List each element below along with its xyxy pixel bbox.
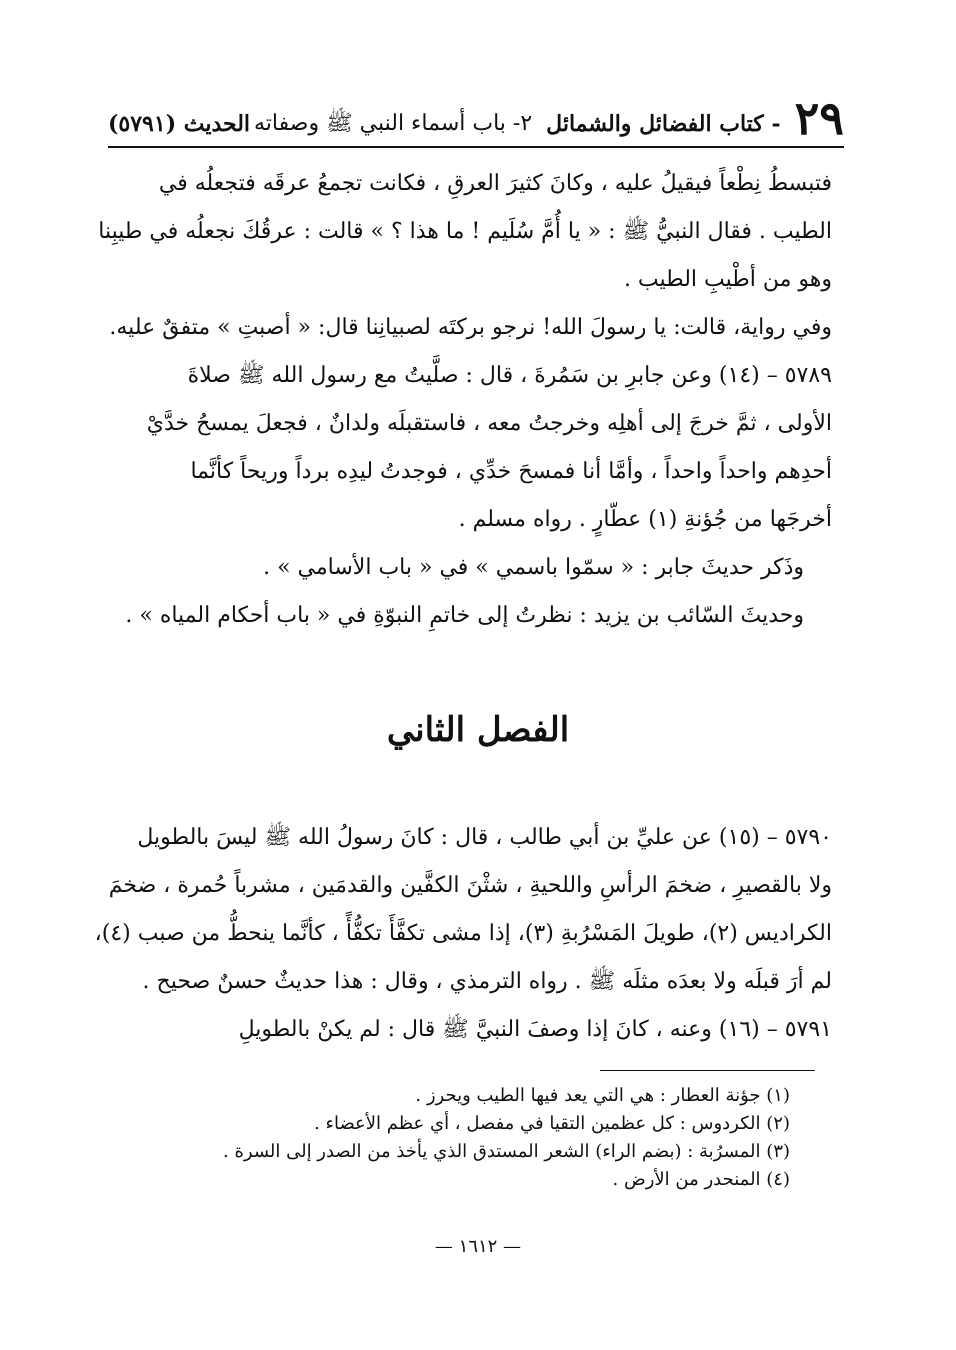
hadith-5791-start: ٥٧٩١ – (١٦) وعنه ، كانَ إذا وصفَ النبيَّ ﷺ قال : لم يكنْ بالطويلِ bbox=[238, 1017, 832, 1042]
text-line: أخرجَها من جُؤنةِ (١) عطّارٍ . رواه مسلم . bbox=[458, 507, 832, 532]
footnote: (٣) المسرُبة : (بضم الراء) الشعر المستدق الذي يأخذ من الصدر إلى السرة . bbox=[223, 1141, 790, 1162]
text-line: وحديثَ السّائب بن يزيد : نظرتُ إلى خاتمِ النبوّةِ في « باب أحكام المياه » . bbox=[125, 603, 804, 628]
chapter-title: ٢- باب أسماء النبي ﷺ وصفاته bbox=[254, 111, 533, 136]
text-line: الكراديس (٢)، طويلَ المَسْرُبةِ (٣)، إذا مشى تكفَّأَ تكفُّأً ، كأنَّما ينحطُّ من صبب (٤)، bbox=[94, 921, 832, 946]
footnotes bbox=[200, 1082, 790, 1194]
chapter-number: ٢٩ bbox=[794, 91, 844, 145]
footnote: (١) جؤنة العطار : هي التي يعد فيها الطيب ويحرز . bbox=[415, 1085, 790, 1106]
text-line: وذَكر حديثَ جابر : « سمّوا باسمي » في « باب الأسامي » . bbox=[263, 555, 804, 580]
footnote: (٤) المنحدر من الأرض . bbox=[612, 1169, 790, 1190]
footnote-rule bbox=[600, 1070, 815, 1071]
hadith-range: الحديث (٥٧٩١) bbox=[108, 111, 251, 137]
book-title: - كتاب الفضائل والشمائل bbox=[546, 111, 781, 137]
header-rule bbox=[108, 146, 844, 148]
section-title: الفصل الثاني bbox=[386, 710, 570, 750]
text-line: وفي رواية، قالت: يا رسولَ الله! نرجو بركتَه لصبيانِنا قال: « أصبتِ » متفقٌ عليه. bbox=[109, 315, 832, 340]
section-two-text bbox=[94, 814, 832, 1054]
footnote: (٢) الكردوس : كل عظمين التقيا في مفصل ، أي عظم الأعضاء . bbox=[314, 1113, 790, 1134]
running-header bbox=[108, 91, 844, 145]
text-line: لم أرَ قبلَه ولا بعدَه مثلَه ﷺ . رواه الترمذي ، وقال : هذا حديثٌ حسنٌ صحيح . bbox=[142, 969, 832, 994]
text-line: فتبسطُ نِطْعاً فيقيلُ عليه ، وكانَ كثيرَ العرقِ ، فكانت تجمعُ عرقَه فتجعلُه في bbox=[158, 171, 832, 196]
text-line: ولا بالقصيرِ ، ضخمَ الرأسِ واللحيةِ ، شثْنَ الكفَّين والقدمَين ، مشرباً حُمرة ، ضخمَ bbox=[108, 873, 832, 898]
text-line: الأولى ، ثمَّ خرجَ إلى أهلِه وخرجتُ معه ، فاستقبلَه ولدانٌ ، فجعلَ يمسحُ خدَّيْ bbox=[146, 411, 832, 436]
text-line: وهو من أطْيبِ الطيب . bbox=[623, 267, 832, 292]
page-number: — ١٦١٢ — bbox=[434, 1236, 522, 1257]
hadith-5789-start: ٥٧٨٩ – (١٤) وعن جابرِ بن سَمُرةَ ، قال : صلَّيتُ مع رسول الله ﷺ صلاةَ bbox=[187, 363, 832, 388]
section-one-text bbox=[98, 160, 832, 640]
hadith-5790-start: ٥٧٩٠ – (١٥) عن عليِّ بن أبي طالب ، قال : كانَ رسولُ الله ﷺ ليسَ بالطويل bbox=[137, 825, 832, 850]
text-line: أحدِهم واحداً واحداً ، وأمَّا أنا فمسحَ خدِّي ، فوجدتُ ليدِه برداً وريحاً كأنَّما bbox=[190, 459, 832, 484]
text-line: الطيب . فقال النبيُّ ﷺ : « يا أُمَّ سُلَيم ! ما هذا ؟ » قالت : عرقُكَ نجعلُه في طيبِنا bbox=[98, 219, 832, 244]
header-right-group bbox=[254, 91, 844, 145]
